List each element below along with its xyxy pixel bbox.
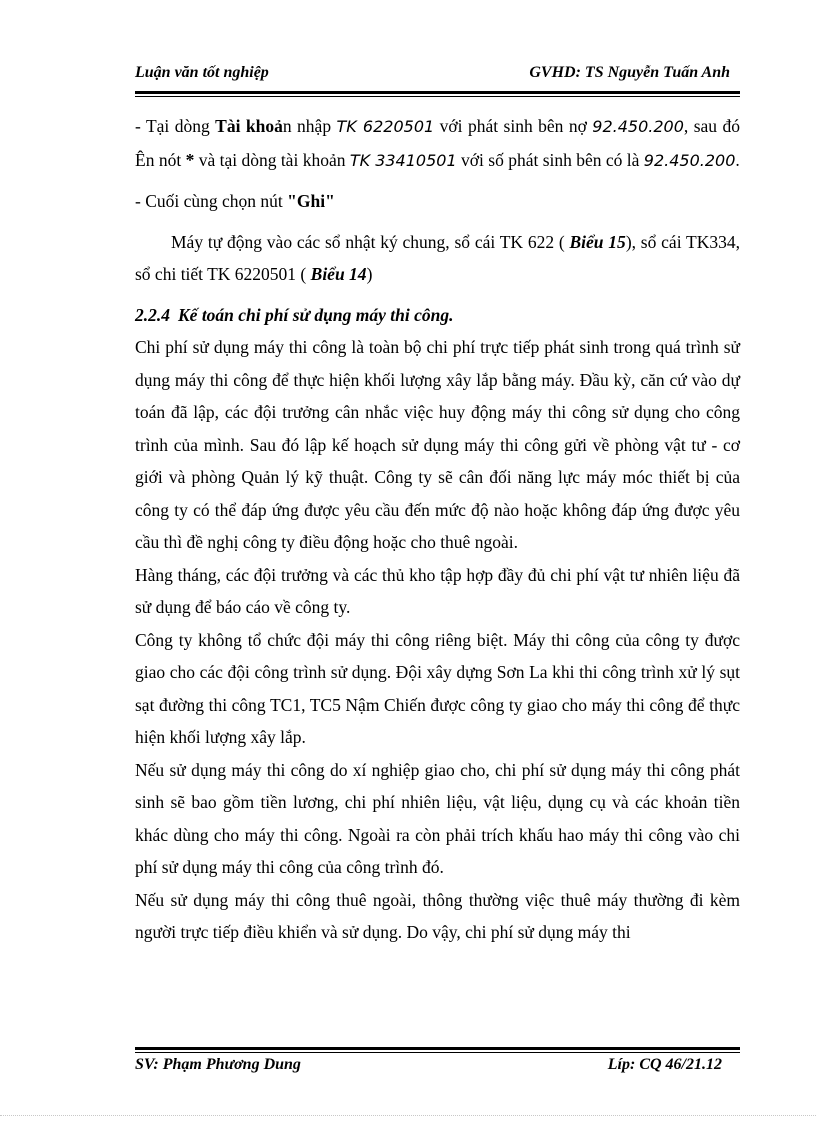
section-heading xyxy=(135,299,740,332)
header-rule-thin xyxy=(135,96,740,97)
text-run: với số phát sinh bên có là xyxy=(456,149,644,170)
page-footer xyxy=(135,1056,740,1080)
text-run: - Tại dòng xyxy=(135,116,216,136)
amount-value: 92.450.200 xyxy=(643,150,736,170)
paragraph: Công ty không tổ chức đội máy thi công riêng biệt. Máy thi công của công ty được giao cho các đội công trình sử dụng. Đội xây dựng Sơn La khi thi công trình xử lý sụt sạt đường thi công TC1, TC5 Nậm Chiến được công ty giao cho máy thi công để thực hiện khối lượng xây lắp. xyxy=(135,629,740,747)
paragraph: Chi phí sử dụng máy thi công là toàn bộ chi phí trực tiếp phát sinh trong quá trình sử dụng máy thi công để thực hiện khối lượng xây lắp bằng máy. Đầu kỳ, căn cứ vào dự toán đã lập, các đội trưởng cân nhắc việc huy động máy thi công sử dụng cho công trình của mình. Sau đó lập kế hoạch sử dụng máy thi công gửi về phòng vật tư - cơ giới và phòng Quản lý kỹ thuật. Công ty sẽ cân đối năng lực máy móc thiết bị của công ty có thể đáp ứng được yêu cầu đến mức độ nào hoặc không đáp ứng được yêu cầu thì đề nghị công ty điều động hoặc cho thuê ngoài. xyxy=(135,337,740,552)
header-thesis-title: Luận văn tốt nghiệp xyxy=(135,64,269,81)
text-bold: Tài khoả xyxy=(215,116,283,136)
page-bottom-dotted-edge xyxy=(0,1115,816,1116)
step-save xyxy=(135,185,740,218)
step-account-entry xyxy=(135,110,740,177)
auto-posting-note xyxy=(135,226,740,291)
account-code: TK 33410501 xyxy=(349,150,457,170)
header-rule-thick xyxy=(135,91,740,94)
account-code: TK 6220501 xyxy=(336,117,435,136)
text-run: Máy tự động vào các sổ nhật ký chung, sổ cái TK 622 ( xyxy=(171,231,570,252)
text-run: , sau đó Ên nót xyxy=(135,116,740,170)
section-number: 2.2.4 xyxy=(135,304,170,325)
text-run: và tại dòng tài khoản xyxy=(194,149,350,170)
footer-rule-thick xyxy=(135,1047,740,1050)
text-bold: "Ghi" xyxy=(287,191,335,211)
paragraph: Nếu sử dụng máy thi công do xí nghiệp giao cho, chi phí sử dụng máy thi công phát sinh sẽ bao gồm tiền lương, chi phí nhiên liệu, vật liệu, dụng cụ và các khoản tiền khác dùng cho máy thi công. Ngoài ra còn phải trích khấu hao máy thi công vào chi phí sử dụng máy thi công của công trình đó. xyxy=(135,759,740,877)
text-run: - Cuối cùng chọn nút xyxy=(135,191,288,211)
header-advisor: GVHD: TS Nguyễn Tuấn Anh xyxy=(529,64,730,81)
page-header xyxy=(135,64,740,90)
footer-class: Líp: CQ 46/21.12 xyxy=(607,1056,722,1073)
text-run: ), sổ cái TK334, sổ chi tiết TK 6220501 ( xyxy=(135,231,740,284)
page-body xyxy=(135,110,740,949)
form-reference: Biểu 14 xyxy=(310,264,367,284)
text-run: ) xyxy=(366,264,373,284)
text-run: với phát sinh bên nợ xyxy=(434,116,593,136)
text-bold: * xyxy=(185,149,195,170)
amount-value: 92.450.200 xyxy=(592,117,684,136)
paragraph: Hàng tháng, các đội trưởng và các thủ kho tập hợp đầy đủ chi phí vật tư nhiên liệu đã sử dụng để báo cáo về công ty. xyxy=(135,564,740,617)
paragraph: Nếu sử dụng máy thi công thuê ngoài, thông thường việc thuê máy thường đi kèm người trực tiếp điều khiển và sử dụng. Do vậy, chi phí sử dụng máy thi xyxy=(135,889,740,942)
text-run: . xyxy=(735,149,740,170)
form-reference: Biểu 15 xyxy=(569,231,626,252)
section-title: Kế toán chi phí sử dụng máy thi công. xyxy=(178,304,454,325)
footer-rule-thin xyxy=(135,1052,740,1053)
footer-student: SV: Phạm Phương Dung xyxy=(135,1056,301,1073)
text-run: n nhập xyxy=(282,116,337,136)
